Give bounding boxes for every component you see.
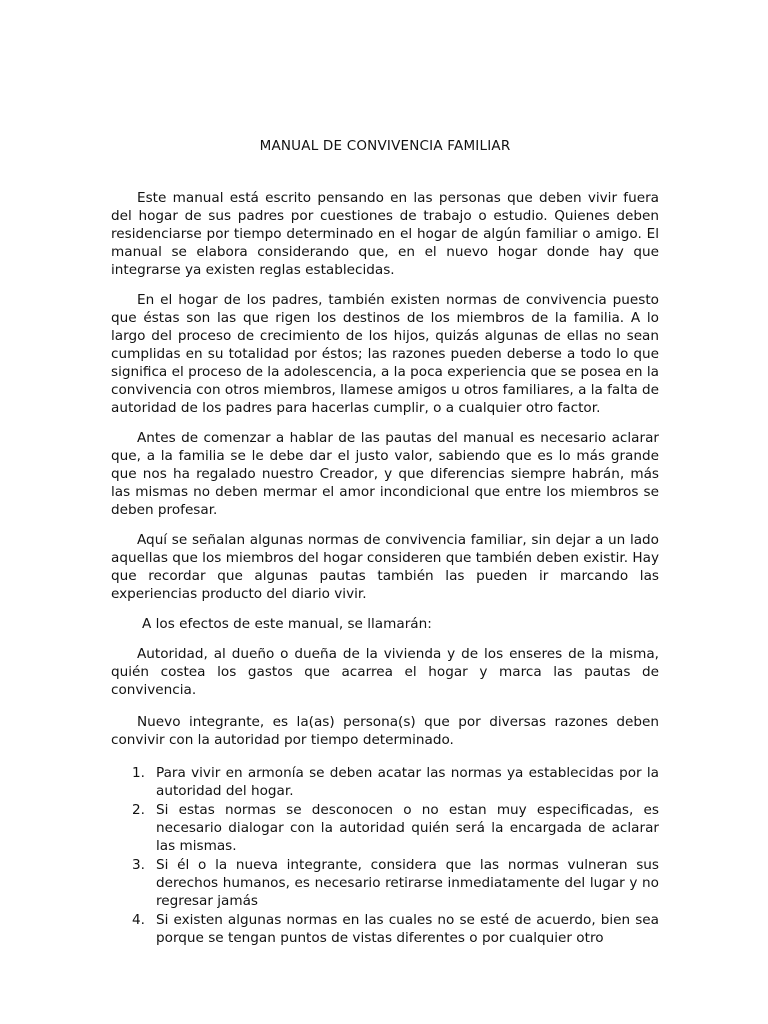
list-item: [111, 911, 659, 947]
paragraph-parents-home: En el hogar de los padres, también existen normas de convivencia puesto que éstas son las que rigen los destinos de los miembros de la familia. A lo largo del proceso de crecimiento de los hijos, quizás algunas de ellas no sean cumplidas en su totalidad por éstos; las razones pueden deberse a todo lo que significa el proceso de la adolescencia, a la poca experiencia que se posea en la convivencia con otros miembros, llamese amigos u otros familiares, a la falta de autoridad de los padres para hacerlas cumplir, o a cualquier otro factor.: [111, 292, 660, 416]
document-title: MANUAL DE CONVIVENCIA FAMILIAR: [259, 138, 511, 154]
list-item-number: 2.: [132, 802, 145, 818]
document-page: [111, 0, 659, 1024]
list-item: [111, 801, 659, 855]
list-item-text: Si él o la nueva integrante, considera que las normas vulneran sus derechos humanos, es necesario retirarse inmediatamente del lugar y no regresar jamás: [156, 857, 659, 909]
list-item: [111, 764, 659, 800]
list-item-number: 3.: [132, 857, 145, 873]
paragraph-intro: Este manual está escrito pensando en las personas que deben vivir fuera del hogar de sus padres por cuestiones de trabajo o estudio. Quienes deben residenciarse por tiempo determinado en el hogar de algún familiar o amigo. El manual se elabora considerando que, en el nuevo hogar donde hay que integrarse ya existen reglas establecidas.: [111, 190, 659, 278]
paragraph-definition-nuevo-integrante: Nuevo integrante, es la(as) persona(s) que por diversas razones deben convivir con la autoridad por tiempo determinado.: [111, 714, 659, 748]
list-item-text: Si existen algunas normas en las cuales no se esté de acuerdo, bien sea porque se tengan puntos de vistas diferentes o por cualquier otro: [156, 912, 659, 946]
list-item: [111, 856, 659, 910]
paragraph-family-value: Antes de comenzar a hablar de las pautas del manual es necesario aclarar que, a la familia se le debe dar el justo valor, sabiendo que es lo más grande que nos ha regalado nuestro Creador, y que diferencias siempre habrán, más las mismas no deben mermar el amor incondicional que entre los miembros se deben profesar.: [111, 430, 659, 518]
list-item-text: Para vivir en armonía se deben acatar las normas ya establecidas por la autoridad del hogar.: [156, 765, 659, 799]
document-body: [111, 189, 659, 948]
paragraph-definition-autoridad: Autoridad, al dueño o dueña de la vivienda y de los enseres de la misma, quién costea los gastos que acarrea el hogar y marca las pautas de convivencia.: [111, 646, 659, 698]
paragraph-definitions-intro: A los efectos de este manual, se llamarán:: [142, 616, 432, 632]
rules-list: [111, 764, 659, 947]
list-item-number: 4.: [132, 912, 145, 928]
list-item-text: Si estas normas se desconocen o no estan muy especificadas, es necesario dialogar con la autoridad quién será la encargada de aclarar las mismas.: [156, 802, 659, 854]
list-item-number: 1.: [132, 765, 145, 781]
paragraph-norms-intro: Aquí se señalan algunas normas de convivencia familiar, sin dejar a un lado aquellas que los miembros del hogar consideren que también deben existir. Hay que recordar que algunas pautas también las pueden ir marcando las experiencias producto del diario vivir.: [111, 532, 659, 602]
